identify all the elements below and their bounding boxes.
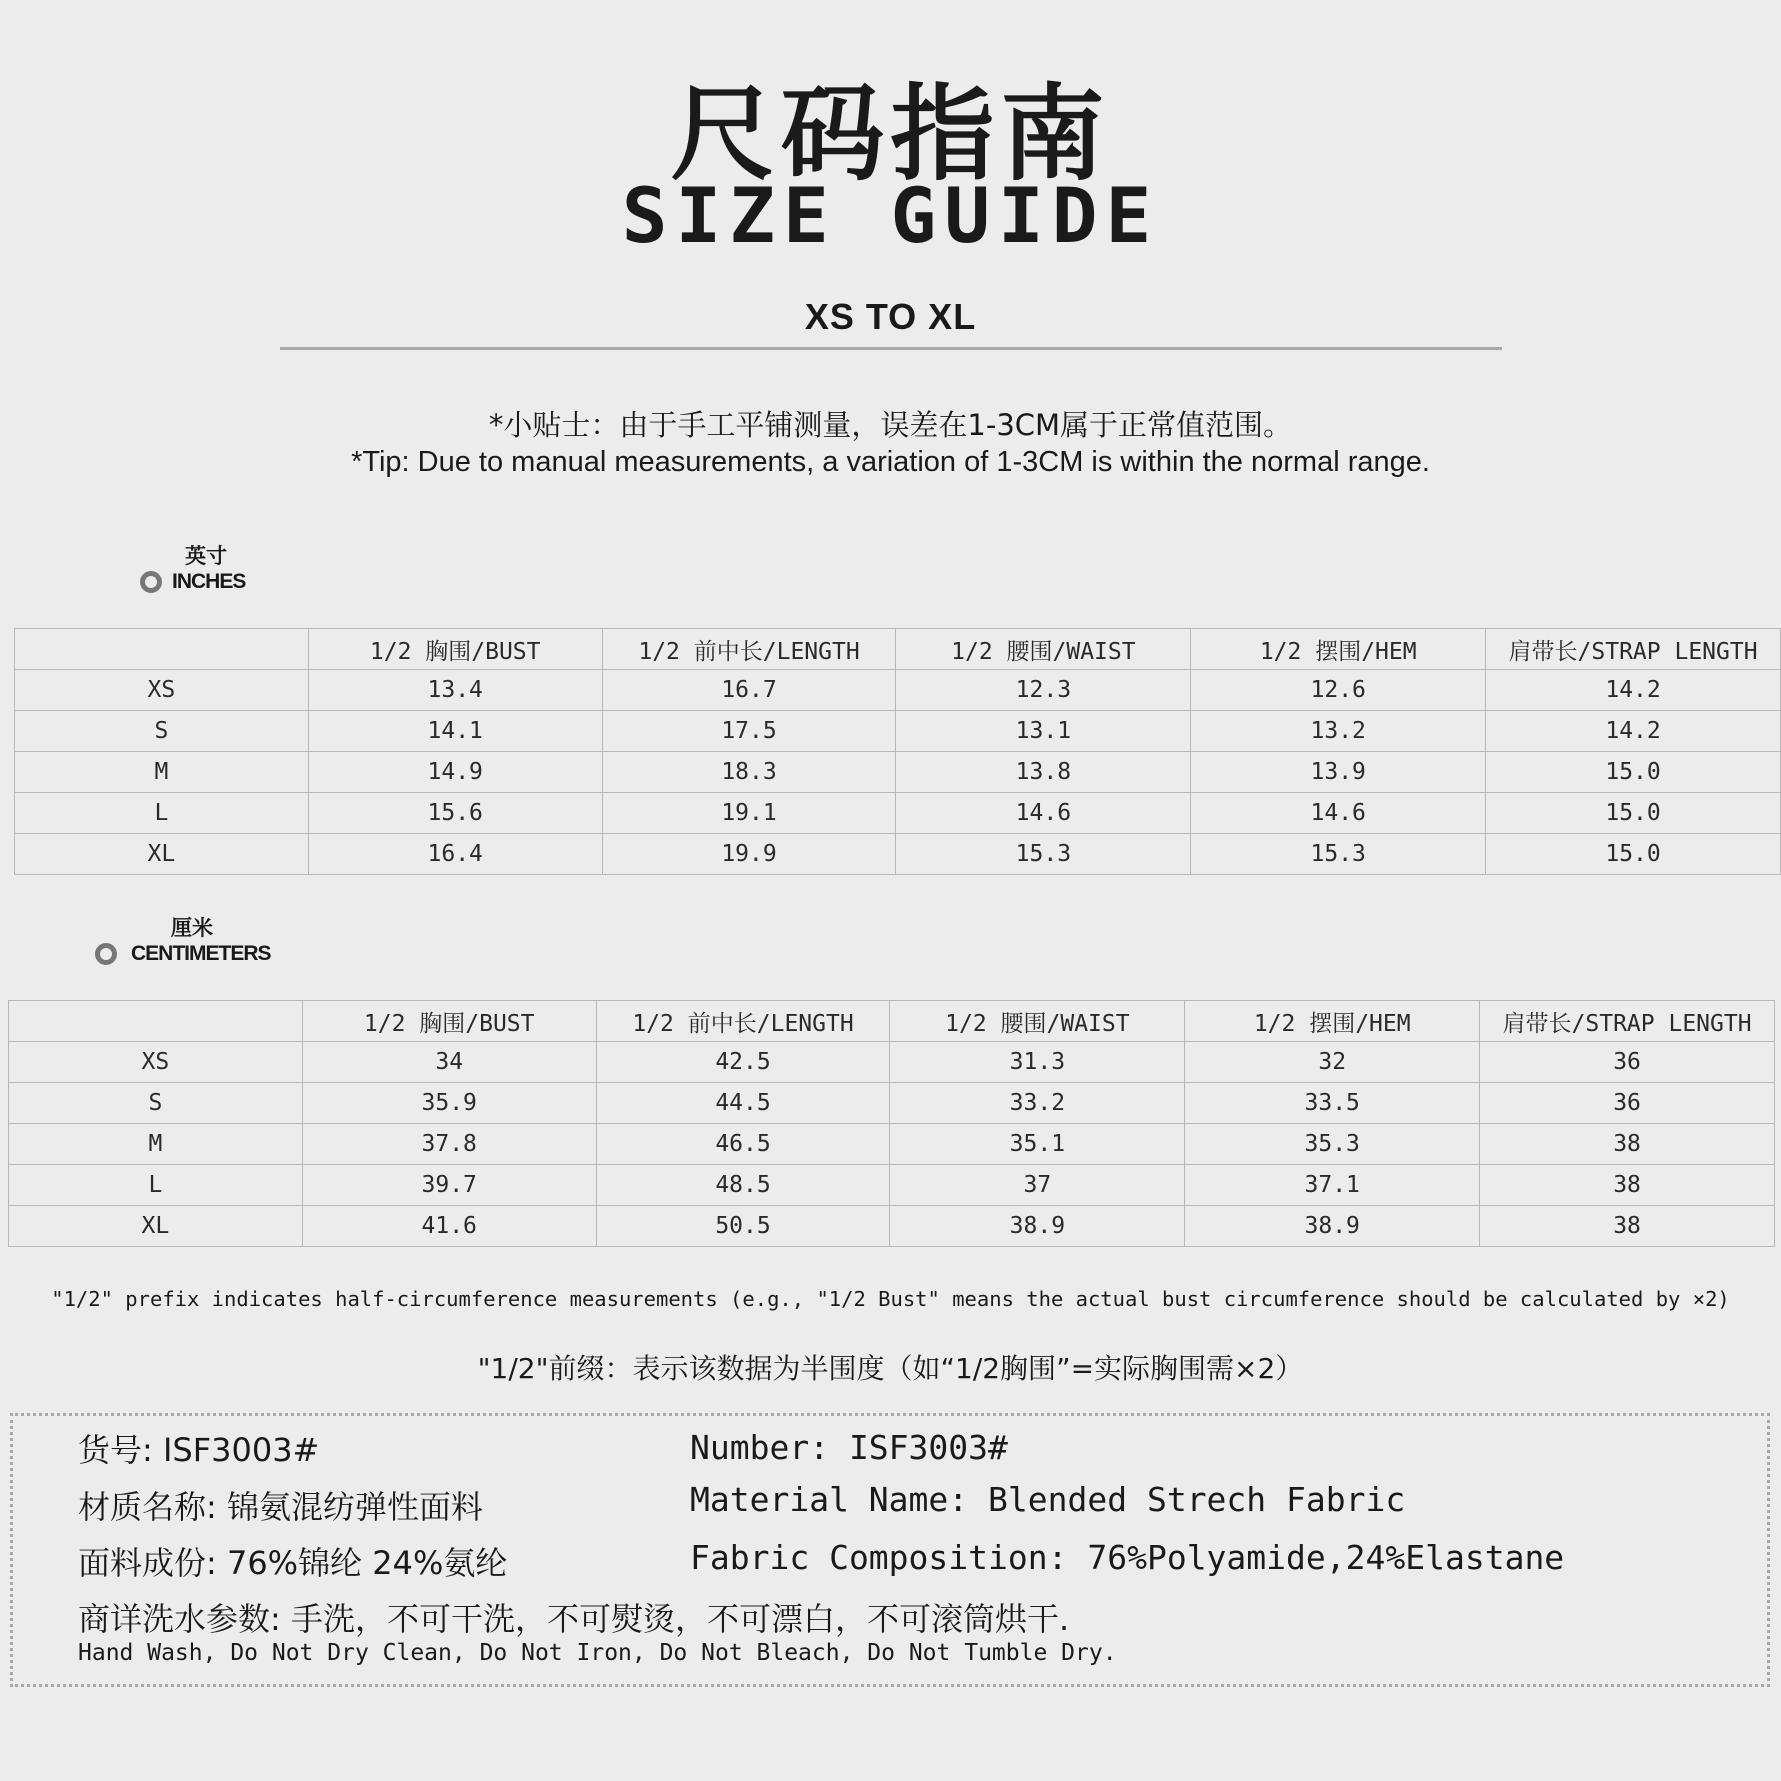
table-cell: 46.5 <box>596 1124 890 1165</box>
centimeters-size-table <box>8 1000 1775 1247</box>
table-cell: 48.5 <box>596 1165 890 1206</box>
page-title-en: SIZE GUIDE <box>621 171 1160 260</box>
table-cell: 19.9 <box>602 834 896 875</box>
header-cell: 1/2 前中长/LENGTH <box>602 629 896 670</box>
header-cell: 1/2 腰围/WAIST <box>896 629 1191 670</box>
table-cell: XL <box>9 1206 303 1247</box>
table-cell: 14.6 <box>1191 793 1486 834</box>
table-row <box>15 711 1781 752</box>
table-cell: 15.3 <box>1191 834 1486 875</box>
header-cell: 1/2 摆围/HEM <box>1185 1001 1480 1042</box>
header-cell: 肩带长/STRAP LENGTH <box>1480 1001 1775 1042</box>
table-cell: 17.5 <box>602 711 896 752</box>
table-header-row <box>15 629 1781 670</box>
header-cell: 1/2 腰围/WAIST <box>890 1001 1185 1042</box>
header-cell: 肩带长/STRAP LENGTH <box>1486 629 1781 670</box>
table-cell: S <box>9 1083 303 1124</box>
table-cell: 35.9 <box>302 1083 596 1124</box>
table-row <box>15 752 1781 793</box>
page-title-cn: 尺码指南 <box>670 73 1111 195</box>
table-row <box>9 1124 1775 1165</box>
material-name-cn: 材质名称: 锦氨混纺弹性面料 <box>78 1488 483 1526</box>
table-cell: 38 <box>1480 1165 1775 1206</box>
table-row <box>15 670 1781 711</box>
centimeters-label-en: CENTIMETERS <box>131 942 271 965</box>
table-cell: 35.1 <box>890 1124 1185 1165</box>
inches-label-cn: 英寸 <box>185 543 227 568</box>
table-cell: 38.9 <box>1185 1206 1480 1247</box>
table-cell: S <box>15 711 309 752</box>
fabric-composition-en: Fabric Composition: 76%Polyamide,24%Elastane <box>690 1538 1565 1577</box>
inches-radio[interactable] <box>140 571 162 593</box>
table-cell: XS <box>9 1042 303 1083</box>
table-cell: 13.8 <box>896 752 1191 793</box>
table-row <box>9 1042 1775 1083</box>
table-cell: 34 <box>302 1042 596 1083</box>
table-cell: 14.6 <box>896 793 1191 834</box>
table-row <box>9 1165 1775 1206</box>
table-cell: 15.0 <box>1486 793 1781 834</box>
table-row <box>15 834 1781 875</box>
table-cell: 39.7 <box>302 1165 596 1206</box>
table-cell: 42.5 <box>596 1042 890 1083</box>
table-cell: 38.9 <box>890 1206 1185 1247</box>
table-cell: 14.9 <box>308 752 602 793</box>
inches-label-en: INCHES <box>172 570 246 593</box>
care-instructions-en: Hand Wash, Do Not Dry Clean, Do Not Iron, Do Not Bleach, Do Not Tumble Dry. <box>78 1640 1117 1666</box>
table-cell: 35.3 <box>1185 1124 1480 1165</box>
table-cell: 36 <box>1480 1083 1775 1124</box>
table-cell: 13.4 <box>308 670 602 711</box>
header-cell: 1/2 前中长/LENGTH <box>596 1001 890 1042</box>
table-header-row <box>9 1001 1775 1042</box>
table-cell: 14.1 <box>308 711 602 752</box>
table-cell: 15.0 <box>1486 752 1781 793</box>
table-cell: 12.6 <box>1191 670 1486 711</box>
product-number-en: Number: ISF3003# <box>690 1428 1008 1467</box>
table-cell: 19.1 <box>602 793 896 834</box>
table-cell: XL <box>15 834 309 875</box>
fabric-composition-cn: 面料成份: 76%锦纶 24%氨纶 <box>78 1544 508 1582</box>
size-range: XS TO XL <box>804 296 977 337</box>
product-number-cn: 货号: ISF3003# <box>78 1431 320 1469</box>
table-cell: 33.5 <box>1185 1083 1480 1124</box>
table-cell: 33.2 <box>890 1083 1185 1124</box>
table-cell: L <box>9 1165 303 1206</box>
table-cell: 15.6 <box>308 793 602 834</box>
half-circumference-note-cn: "1/2"前缀：表示该数据为半围度（如“1/2胸围”=实际胸围需×2） <box>477 1352 1304 1385</box>
table-cell: M <box>15 752 309 793</box>
table-cell: 37 <box>890 1165 1185 1206</box>
table-cell: 16.4 <box>308 834 602 875</box>
table-cell: 12.3 <box>896 670 1191 711</box>
table-cell: 37.8 <box>302 1124 596 1165</box>
care-instructions-cn: 商详洗水参数: 手洗，不可干洗，不可熨烫，不可漂白，不可滚筒烘干. <box>78 1600 1070 1638</box>
table-cell: 14.2 <box>1486 711 1781 752</box>
header-cell: 1/2 胸围/BUST <box>302 1001 596 1042</box>
centimeters-radio[interactable] <box>95 943 117 965</box>
half-circumference-note-en: "1/2" prefix indicates half-circumference measurements (e.g., "1/2 Bust" means the actual bust circumference should be calculated by ×2) <box>51 1287 1730 1311</box>
table-cell: 13.2 <box>1191 711 1486 752</box>
table-cell: 50.5 <box>596 1206 890 1247</box>
table-row <box>9 1206 1775 1247</box>
material-name-en: Material Name: Blended Strech Fabric <box>690 1480 1406 1519</box>
table-cell: 36 <box>1480 1042 1775 1083</box>
table-cell: 13.9 <box>1191 752 1486 793</box>
table-cell: 16.7 <box>602 670 896 711</box>
table-cell: 44.5 <box>596 1083 890 1124</box>
table-cell: 38 <box>1480 1124 1775 1165</box>
inches-size-table <box>14 628 1781 875</box>
table-cell: 37.1 <box>1185 1165 1480 1206</box>
header-cell: 1/2 摆围/HEM <box>1191 629 1486 670</box>
header-cell <box>9 1001 303 1042</box>
table-cell: 15.0 <box>1486 834 1781 875</box>
table-cell: 14.2 <box>1486 670 1781 711</box>
divider <box>280 347 1502 350</box>
table-cell: 31.3 <box>890 1042 1185 1083</box>
table-cell: 15.3 <box>896 834 1191 875</box>
tip-cn: *小贴士：由于手工平铺测量，误差在1-3CM属于正常值范围。 <box>488 408 1293 442</box>
centimeters-label-cn: 厘米 <box>171 915 213 940</box>
table-cell: 38 <box>1480 1206 1775 1247</box>
table-row <box>9 1083 1775 1124</box>
header-cell <box>15 629 309 670</box>
header-cell: 1/2 胸围/BUST <box>308 629 602 670</box>
tip-en: *Tip: Due to manual measurements, a variation of 1-3CM is within the normal range. <box>351 446 1430 478</box>
table-cell: 41.6 <box>302 1206 596 1247</box>
table-cell: 32 <box>1185 1042 1480 1083</box>
table-cell: XS <box>15 670 309 711</box>
table-cell: 18.3 <box>602 752 896 793</box>
table-cell: L <box>15 793 309 834</box>
table-row <box>15 793 1781 834</box>
table-cell: 13.1 <box>896 711 1191 752</box>
table-cell: M <box>9 1124 303 1165</box>
